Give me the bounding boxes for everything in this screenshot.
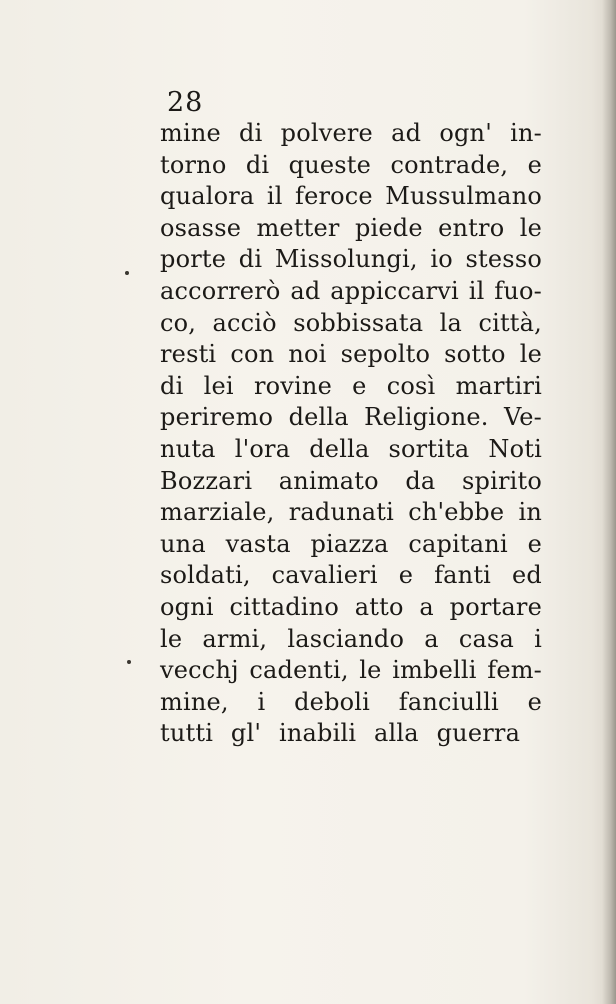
text-line: tutti gl' inabili alla guerra bbox=[160, 719, 521, 748]
ink-speck bbox=[125, 271, 129, 275]
text-line: marziale, radunati ch'ebbe in bbox=[160, 498, 542, 527]
text-line: torno di queste contrade, e bbox=[160, 150, 542, 179]
text-line: soldati, cavalieri e fanti ed bbox=[160, 561, 542, 590]
text-line: ogni cittadino atto a portare bbox=[160, 592, 542, 621]
text-line: periremo della Religione. Ve- bbox=[160, 403, 542, 432]
body-text bbox=[160, 118, 542, 750]
text-line: accorrerò ad appiccarvi il fuo- bbox=[160, 276, 542, 305]
text-line: di lei rovine e così martiri bbox=[160, 371, 542, 400]
text-line: le armi, lasciando a casa i bbox=[160, 624, 542, 653]
text-line: mine, i deboli fanciulli e bbox=[160, 687, 542, 716]
text-line: Bozzari animato da spirito bbox=[160, 466, 542, 495]
page-number: 28 bbox=[167, 87, 204, 118]
text-line: mine di polvere ad ogn' in- bbox=[160, 119, 542, 147]
text-line: porte di Missolungi, io stesso bbox=[160, 245, 542, 274]
ink-speck bbox=[127, 660, 131, 664]
text-line: una vasta piazza capitani e bbox=[160, 529, 542, 558]
text-line: qualora il feroce Mussulmano bbox=[160, 182, 542, 211]
text-line: vecchj cadenti, le imbelli fem- bbox=[160, 656, 542, 685]
text-line: co, acciò sobbissata la città, bbox=[160, 308, 542, 337]
text-line: osasse metter piede entro le bbox=[160, 213, 542, 242]
spine-shadow bbox=[602, 0, 616, 1004]
text-line: nuta l'ora della sortita Noti bbox=[160, 434, 542, 463]
text-line: resti con noi sepolto sotto le bbox=[160, 340, 542, 369]
